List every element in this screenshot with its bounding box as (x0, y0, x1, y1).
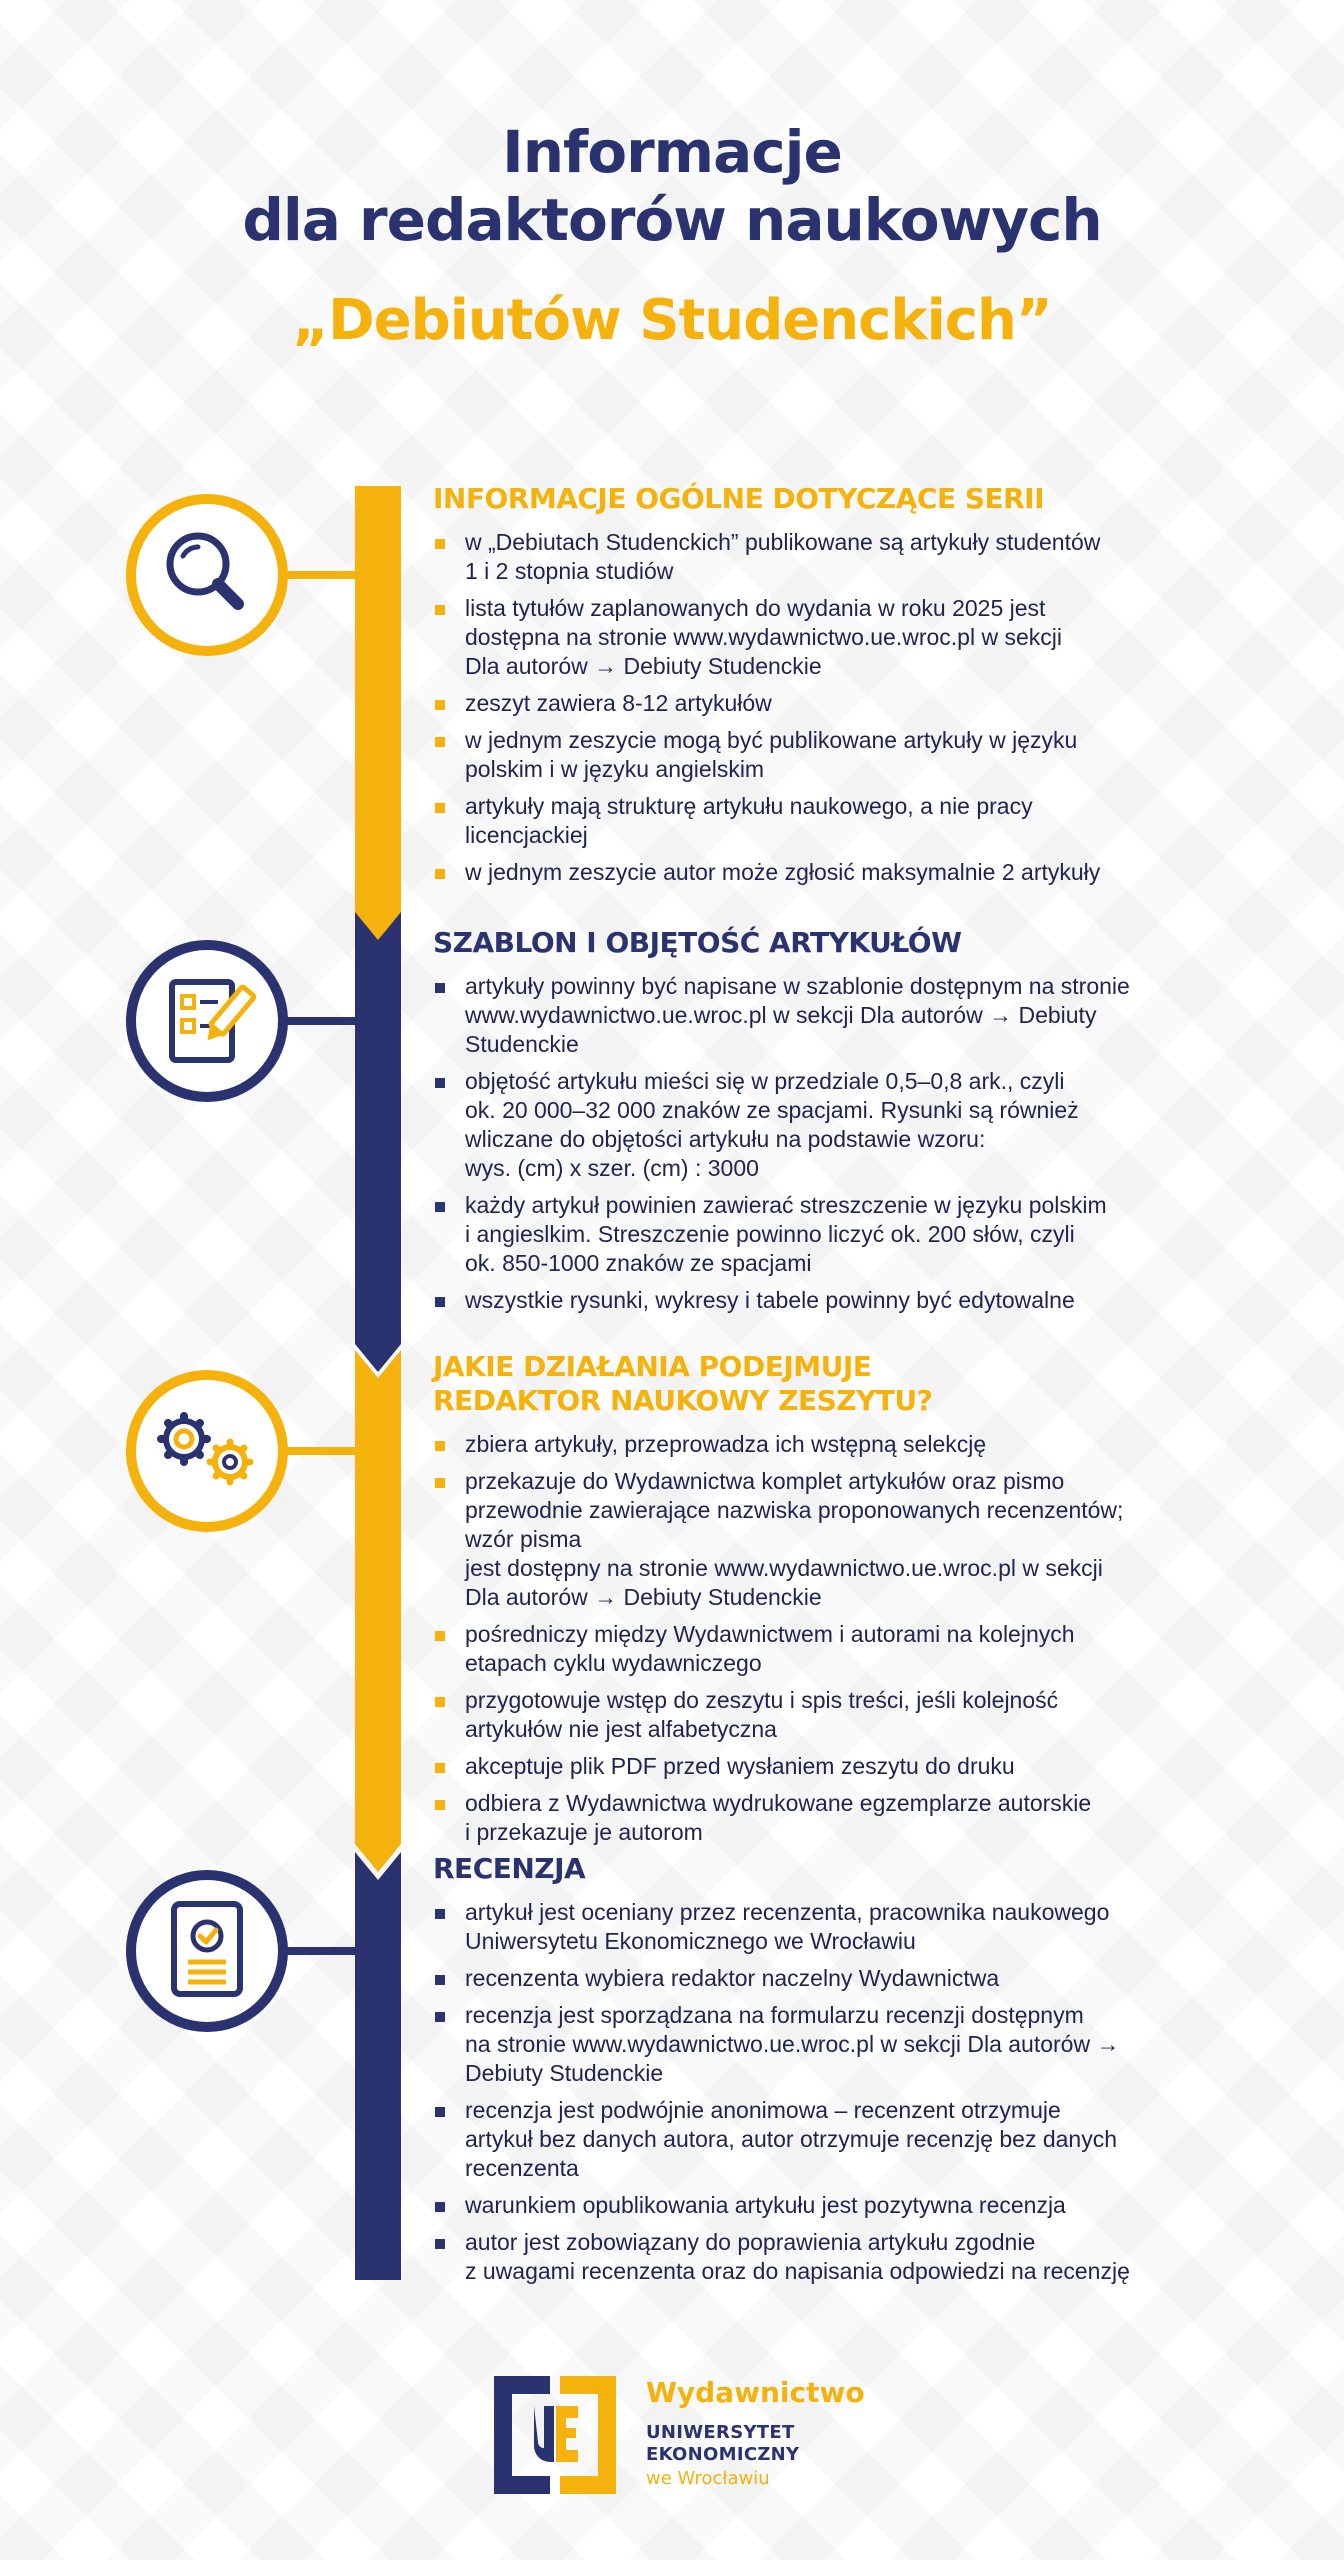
section-heading: RECENZJA (433, 1852, 586, 1885)
list-item: pośredniczy między Wydawnictwem i autorami na kolejnych etapach cyklu wydawniczego (433, 1620, 1233, 1678)
list-item: objętość artykułu mieści się w przedziale 0,5–0,8 ark., czyli ok. 20 000–32 000 znaków ze spacjami. Rysunki są również wliczane do objętości artykułu na podstawie wzoru: wys. (cm) x szer. (cm) : 3000 (433, 1067, 1233, 1183)
list-item: odbiera z Wydawnictwa wydrukowane egzemplarze autorskie i przekazuje je autorom (433, 1789, 1233, 1847)
list-item: każdy artykuł powinien zawierać streszczenie w języku polskim i angieslkim. Streszczenie powinno liczyć ok. 200 słów, czyli ok. 850-1000 znaków ze spacjami (433, 1191, 1233, 1278)
university-name-line-1: UNIWERSYTET (646, 2422, 795, 2443)
section-2-icon-badge (126, 940, 306, 1120)
list-item: artykuły powinny być napisane w szablonie dostępnym na stronie www.wydawnictwo.ue.wroc.pl w sekcji Dla autorów → Debiuty Studenckie (433, 972, 1233, 1059)
bullet-list (433, 528, 1233, 887)
ue-logo-icon (494, 2376, 616, 2494)
checklist-pencil-icon (126, 940, 288, 1102)
list-item: zbiera artykuły, przeprowadza ich wstępną selekcję (433, 1430, 1233, 1459)
list-item: recenzja jest sporządzana na formularzu recenzji dostępnym na stronie www.wydawnictwo.ue.wroc.pl w sekcji Dla autorów → Debiuty Studenckie (433, 2001, 1233, 2088)
list-item: w jednym zeszycie mogą być publikowane artykuły w języku polskim i w języku angielskim (433, 726, 1233, 784)
page-header (0, 118, 1344, 354)
page-subtitle: „Debiutów Studenckich” (292, 288, 1052, 353)
section-review (433, 1852, 1233, 2294)
approved-document-icon (126, 1870, 288, 2032)
page-title-line-1: Informacje (502, 118, 842, 186)
gears-icon (126, 1370, 288, 1532)
bullet-list (433, 1430, 1233, 1847)
section-1-icon-badge (126, 494, 306, 674)
list-item: akceptuje plik PDF przed wysłaniem zeszytu do druku (433, 1752, 1233, 1781)
bullet-list (433, 1898, 1233, 2286)
section-editor-duties (433, 1350, 1233, 1855)
list-item: artykuły mają strukturę artykułu naukowego, a nie pracy licencjackiej (433, 792, 1233, 850)
list-item: autor jest zobowiązany do poprawienia artykułu zgodnie z uwagami recenzenta oraz do napisania odpowiedzi na recenzję (433, 2228, 1233, 2286)
list-item: lista tytułów zaplanowanych do wydania w roku 2025 jest dostępna na stronie www.wydawnictwo.ue.wroc.pl w sekcji Dla autorów → Debiuty Studenckie (433, 594, 1233, 681)
bullet-list (433, 972, 1233, 1315)
list-item: w „Debiutach Studenckich” publikowane są artykuły studentów 1 i 2 stopnia studiów (433, 528, 1233, 586)
list-item: zeszyt zawiera 8-12 artykułów (433, 689, 1233, 718)
section-heading: JAKIE DZIAŁANIA PODEJMUJE REDAKTOR NAUKOWY ZESZYTU? (433, 1350, 933, 1417)
publisher-logo (494, 2376, 894, 2494)
list-item: przygotowuje wstęp do zeszytu i spis treści, jeśli kolejność artykułów nie jest alfabetyczna (433, 1686, 1233, 1744)
page-title-line-2: dla redaktorów naukowych (242, 186, 1102, 254)
timeline-bar-1 (355, 486, 401, 946)
section-heading: SZABLON I OBJĘTOŚĆ ARTYKUŁÓW (433, 926, 962, 959)
section-general-info (433, 482, 1233, 895)
section-4-icon-badge (126, 1870, 306, 2050)
university-name-line-2: EKONOMICZNY (646, 2444, 800, 2465)
timeline-bar-4 (355, 1852, 401, 2280)
list-item: przekazuje do Wydawnictwa komplet artykułów oraz pismo przewodnie zawierające nazwiska proponowanych recenzentów; wzór pisma jest dostępny na stronie www.wydawnictwo.ue.wroc.pl w sekcji Dla autorów → Debiuty Studenckie (433, 1467, 1233, 1612)
list-item: w jednym zeszycie autor może zgłosić maksymalnie 2 artykuły (433, 858, 1233, 887)
list-item: artykuł jest oceniany przez recenzenta, pracownika naukowego Uniwersytetu Ekonomicznego we Wrocławiu (433, 1898, 1233, 1956)
magnifier-icon (126, 494, 288, 656)
section-3-icon-badge (126, 1370, 306, 1550)
publisher-name: Wydawnictwo (646, 2376, 865, 2409)
university-city: we Wrocławiu (646, 2468, 770, 2489)
timeline-bar-3 (355, 1350, 401, 1872)
timeline-bar-2 (355, 912, 401, 1372)
list-item: warunkiem opublikowania artykułu jest pozytywna recenzja (433, 2191, 1233, 2220)
section-template-volume (433, 926, 1233, 1323)
list-item: recenzja jest podwójnie anonimowa – recenzent otrzymuje artykuł bez danych autora, autor otrzymuje recenzję bez danych recenzenta (433, 2096, 1233, 2183)
list-item: wszystkie rysunki, wykresy i tabele powinny być edytowalne (433, 1286, 1233, 1315)
section-heading: INFORMACJE OGÓLNE DOTYCZĄCE SERII (433, 482, 1045, 515)
list-item: recenzenta wybiera redaktor naczelny Wydawnictwa (433, 1964, 1233, 1993)
